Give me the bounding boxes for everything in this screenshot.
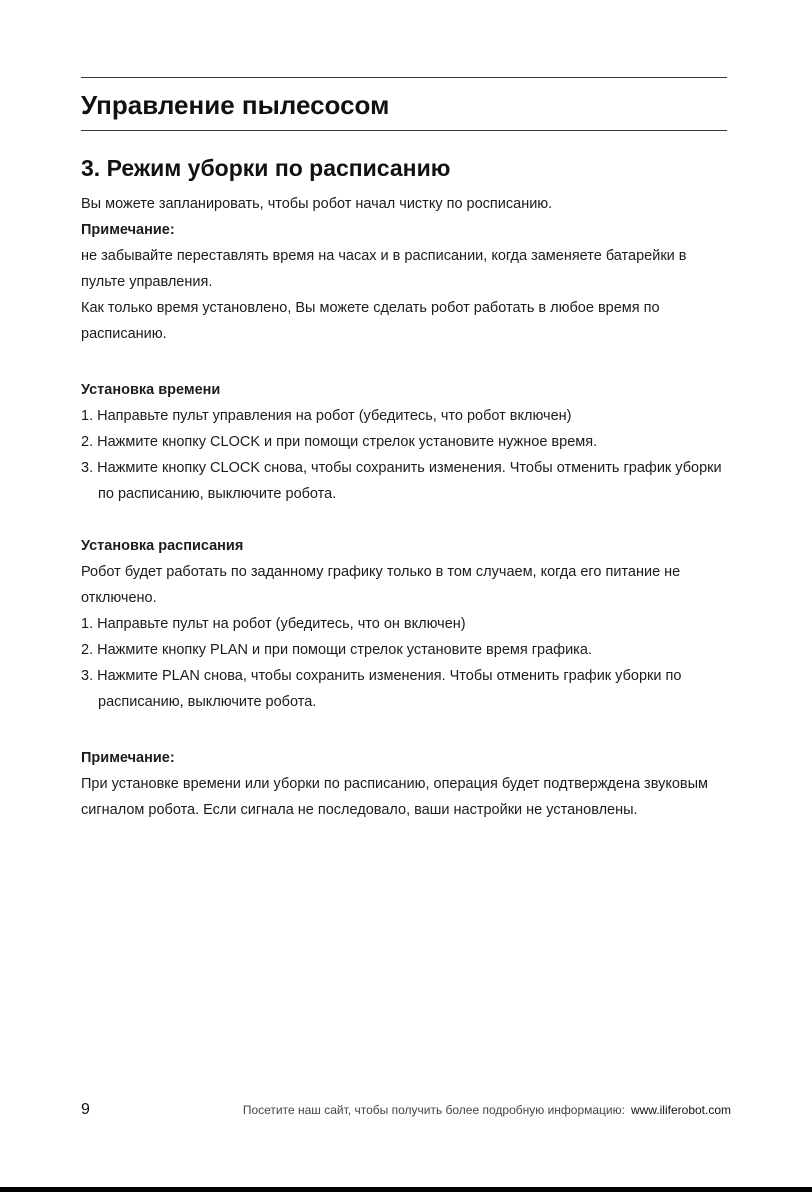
document-body xyxy=(81,191,731,823)
final-note-text: При установке времени или уборки по расписанию, операция будет подтверждена звуковым сигналом робота. Если сигнала не последовало, ваши настройки не установлены. xyxy=(81,776,709,818)
page-footer xyxy=(81,1098,731,1122)
footer-note xyxy=(243,1101,731,1119)
note-extra: Как только время установлено, Вы можете сделать робот работать в любое время по расписанию. xyxy=(81,300,660,342)
bottom-edge-bar xyxy=(0,1187,812,1192)
schedule-setup-steps xyxy=(81,611,731,715)
page-title: Управление пылесосом xyxy=(81,90,390,120)
schedule-step-1: 1. Направьте пульт на робот (убедитесь, что он включен) xyxy=(81,616,466,632)
time-step-1: 1. Направьте пульт управления на робот (убедитесь, что робот включен) xyxy=(81,408,572,424)
note-text: не забывайте переставлять время на часах и в расписании, когда заменяете батарейки в пульте управления. xyxy=(81,248,687,290)
schedule-setup-intro: Робот будет работать по заданному графику только в том случаем, когда его питание не отключено. xyxy=(81,564,681,606)
schedule-step-2: 2. Нажмите кнопку PLAN и при помощи стрелок установите время графика. xyxy=(81,642,592,658)
time-step-2: 2. Нажмите кнопку CLOCK и при помощи стрелок установите нужное время. xyxy=(81,434,598,450)
section-intro: Вы можете запланировать, чтобы робот начал чистку по росписанию. xyxy=(81,196,553,212)
top-rule xyxy=(81,77,727,78)
schedule-setup-heading: Установка расписания xyxy=(81,538,244,554)
time-setup-heading: Установка времени xyxy=(81,382,221,398)
time-step-3: 3. Нажмите кнопку CLOCK снова, чтобы сохранить изменения. Чтобы отменить график уборки по расписанию, выключите робота. xyxy=(81,460,722,502)
time-setup-steps xyxy=(81,403,731,507)
page-number: 9 xyxy=(81,1101,90,1118)
note-label: Примечание: xyxy=(81,222,175,238)
section-title: 3. Режим уборки по расписанию xyxy=(81,155,451,181)
title-underline xyxy=(81,130,727,131)
website-link[interactable]: www.iliferobot.com xyxy=(630,1103,731,1117)
footer-text: Посетите наш сайт, чтобы получить более подробную информацию: xyxy=(242,1103,625,1117)
final-note-label: Примечание: xyxy=(81,750,175,766)
schedule-step-3: 3. Нажмите PLAN снова, чтобы сохранить изменения. Чтобы отменить график уборки по расписанию, выключите робота. xyxy=(81,668,682,710)
